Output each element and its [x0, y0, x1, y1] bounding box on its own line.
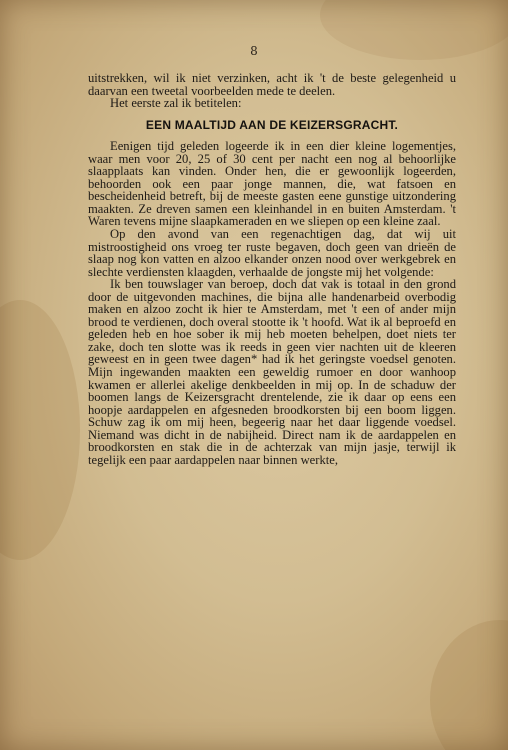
- page-number: 8: [250, 44, 258, 58]
- paper-stain: [0, 300, 80, 560]
- paragraph: Eenigen tijd geleden logeerde ik in een dier kleine logementjes, waar men voor 20, 25 of 30 cent per nacht een nog al behoorlijke slaapplaats kan vinden. Onder hen, die er gewoonlijk logeerden, behoorden ook een paar jonge mannen, die, wat fatsoen en bescheidenheid betreft, bij de meeste gasten eene gunstige uitzondering maakten. Ze dreven samen een kleinhandel in en buiten Amsterdam. 't Waren tevens mijne slaapkameraden en we sliepen op een kleine zaal.: [88, 139, 456, 229]
- paragraph: Ik ben touwslager van beroep, doch dat vak is totaal in den grond door de uitgevonden machines, die bijna alle handenarbeid overbodig maken en alzoo zocht ik hier te Amsterdam, met 't een of ander mijn brood te verdienen, doch overal stootte ik 't hoofd. Wat ik al beproefd en geleden heb en hoe sober ik mij heb moeten behelpen, doet niets ter zake, doch ten slotte was ik reeds in geen vier nachten uit de kleeren geweest en in geen twee dagen* had ik het geringste voedsel genoten. Mijn ingewanden maakten een geweldig rumoer en door wanhoop kwamen er allerlei akelige denkbeelden in mij op. In de schaduw der boomen langs de Keizersgracht drentelende, zie ik daar op eens een hoopje aardappelen en afgesneden broodkorsten bij een boom liggen. Schuw zag ik om mij heen, begeerig naar het daar liggende voedsel. Niemand was dicht in de nabijheid. Direct nam ik de aardappelen en broodkorsten en stak die in de achterzak van mijn jasje, terwijl ik tegelijk een paar aardappelen naar binnen werkte,: [88, 277, 456, 467]
- section-heading: EEN MAALTIJD AAN DE KEIZERSGRACHT.: [145, 117, 399, 132]
- paragraph-continuation: uitstrekken, wil ik niet verzinken, acht ik 't de beste gelegenheid u daarvan een tweetal voorbeelden mede te deelen.: [88, 71, 456, 98]
- body-text: [88, 72, 456, 466]
- paper-stain: [430, 620, 508, 750]
- paragraph: Op den avond van een regenachtigen dag, dat wij uit mistroostigheid ons vroeg ter ruste begaven, doch geen van drieën de slaap nog kon vatten en alzoo elkander onzen nood over werkgebrek en slechte verdiensten klaagden, verhaalde de jongste mij het volgende:: [88, 227, 456, 279]
- paragraph-intro: Het eerste zal ik betitelen:: [110, 96, 242, 111]
